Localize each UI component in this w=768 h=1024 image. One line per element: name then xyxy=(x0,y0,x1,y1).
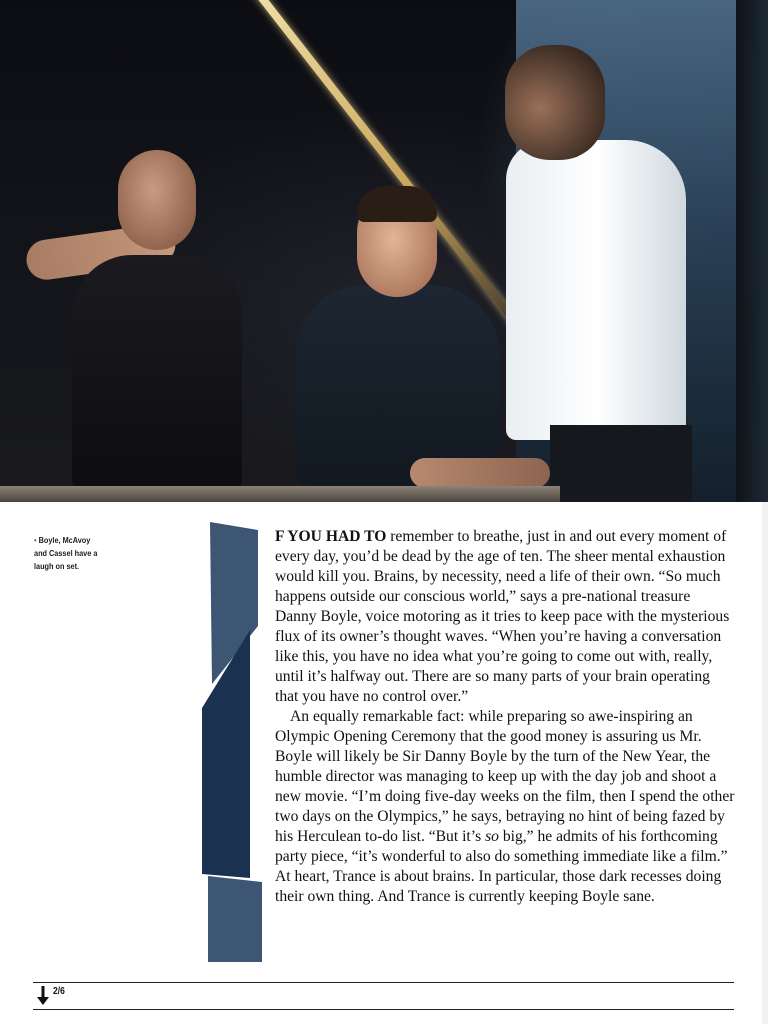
right-person-trousers xyxy=(550,425,692,502)
caption-bullet: • xyxy=(34,535,37,545)
right-person-head xyxy=(505,45,605,160)
footer-rule-bottom xyxy=(33,1009,734,1010)
article-body xyxy=(275,527,735,907)
photo-caption xyxy=(34,534,103,573)
paragraph-3: At heart, Trance is about brains. In particular, those dark recesses doing their own thing. And Trance is currently keeping Boyle sane. xyxy=(275,868,722,905)
page-number: 2/6 xyxy=(53,986,65,997)
right-person-arm xyxy=(410,458,550,488)
footer-rule-top xyxy=(33,982,734,983)
hero-photo xyxy=(0,0,768,502)
paragraph-1-text: remember to breathe, just in and out every moment of every day, you’d be dead by the age of ten. The sheer mental exhaustion would kill you. Brains, by necessity, need a life of their own. “So much happens outside our conscious world,” says a pre-national treasure Danny Boyle, voice motoring as it tries to keep pace with the mysterious flux of its owner’s thought waves. “When you’re having a conversation like this, you have no idea what you’re going to come out with, really, until it’s halfway out. There are so many parts of your brain operating that you have no control over.” xyxy=(275,528,730,705)
paragraph-2-emphasis: so xyxy=(485,828,499,845)
dropcap-segment-bottom xyxy=(208,876,262,962)
down-arrow-icon[interactable] xyxy=(36,986,50,1006)
dropcap-segment-middle xyxy=(202,630,250,878)
paragraph-2 xyxy=(275,707,735,867)
paragraph-2-text-a: An equally remarkable fact: while preparing so awe-inspiring an Olympic Opening Ceremony that the good money is assuring us Mr. Boyle will likely be Sir Danny Boyle by the turn of the New Year, the humble director was managing to keep up with the day job and shoot a new movie. “I’m doing five-day weeks on the film, then I spend the other two days on the Olympics,” he says, betraying no hint of being fazed by his Herculean to-do list. “But it’s xyxy=(275,708,735,845)
page-edge-strip xyxy=(762,502,768,1024)
middle-person xyxy=(295,285,500,485)
left-person-head xyxy=(118,150,196,250)
paragraph-2-text-b: big,” he admits of his forthcoming party piece, “it’s wonderful to also do something immediate like a film.” xyxy=(275,828,728,865)
paragraph-1 xyxy=(275,527,735,707)
right-person-shirt xyxy=(506,140,686,440)
set-counter xyxy=(0,486,560,502)
left-person xyxy=(72,255,242,490)
lead-in: F YOU HAD TO xyxy=(275,528,387,545)
dropcap-i-graphic xyxy=(202,522,264,964)
middle-person-hair xyxy=(357,186,437,222)
caption-text: Boyle, McAvoy and Cassel have a laugh on set. xyxy=(34,535,98,571)
